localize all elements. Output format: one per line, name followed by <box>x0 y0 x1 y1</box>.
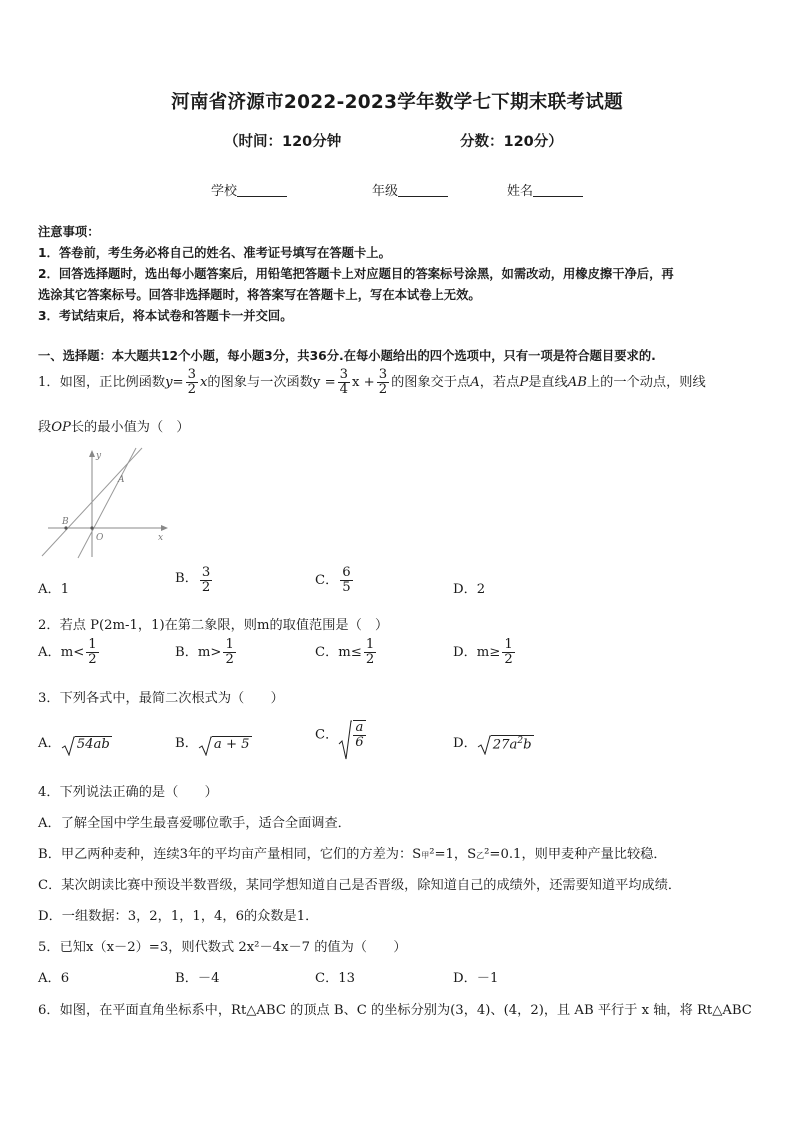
option-label: B．m> <box>175 644 222 660</box>
frac-num: 3 <box>187 367 196 382</box>
q3-option-d[interactable] <box>453 732 534 752</box>
q1-text: 的图象交于点 <box>391 374 471 390</box>
frac-num: 3 <box>378 367 388 382</box>
frac-den: 5 <box>342 579 351 595</box>
radicand-part: 27a <box>492 737 518 753</box>
option-text: ²=0.1，则甲麦种产量比较稳． <box>484 847 667 862</box>
option-frac <box>86 638 98 667</box>
y-axis-arrow <box>89 450 95 457</box>
option-frac <box>364 638 376 667</box>
name-label: 姓名 <box>507 184 534 199</box>
option-frac <box>223 638 235 667</box>
q5-option-c[interactable]: C．13 <box>315 971 356 986</box>
q1-figure <box>40 444 180 560</box>
q4-option-d[interactable]: D．一组数据：3，2，1，1，4，6的众数是1． <box>38 909 319 924</box>
sqrt-symbol <box>338 720 367 750</box>
label-x: x <box>158 533 164 543</box>
radicand: 54ab <box>76 736 110 752</box>
section-heading: 一、选择题：本大题共12个小题，每小题3分，共36分.在每小题给出的四个选项中，只有一项是符合题目要求的. <box>38 349 656 363</box>
q1-frac-3-2b <box>377 368 389 397</box>
radicand: a + 5 <box>213 736 250 752</box>
frac-num: 6 <box>342 565 351 580</box>
frac-den: 2 <box>88 651 97 667</box>
q1-point-a: A <box>470 374 480 390</box>
grade-field[interactable] <box>372 180 448 199</box>
q1-var-y: y <box>165 374 173 390</box>
option-text: B．甲乙两种麦种，连续3年的平均亩产量相同，它们的方差为：S <box>38 847 422 862</box>
grade-blank <box>398 183 448 197</box>
q1-frac-3-2 <box>186 368 198 397</box>
option-label: D． <box>453 736 477 751</box>
sqrt-symbol <box>61 736 112 752</box>
q2-option-c[interactable] <box>315 638 378 667</box>
question-2: 2．若点 P(2m-1，1)在第二象限，则m的取值范围是（ ） <box>38 618 389 633</box>
name-blank <box>533 183 583 197</box>
frac-num: 1 <box>225 637 234 652</box>
question-4: 4．下列说法正确的是（ ） <box>38 785 218 800</box>
q5-option-a[interactable]: A．6 <box>38 971 70 986</box>
label-a: A <box>118 475 125 485</box>
option-label: B． <box>175 736 198 751</box>
label-y: y <box>96 451 102 461</box>
frac-den: 2 <box>504 651 513 667</box>
frac-num: 1 <box>88 637 97 652</box>
exam-score: 分数：120分） <box>460 134 563 150</box>
q1-option-a[interactable]: A．1 <box>38 582 70 597</box>
frac-den: 6 <box>355 734 364 750</box>
q4-option-b[interactable] <box>38 843 667 862</box>
q1-text: 是直线 <box>528 374 568 390</box>
option-label: B． <box>175 570 198 586</box>
radicand-exp: 2 <box>517 735 524 746</box>
option-label: C． <box>315 727 339 743</box>
frac-den: 4 <box>339 381 349 397</box>
q1-eq: = <box>172 374 184 390</box>
option-frac <box>502 638 514 667</box>
q3-option-a[interactable] <box>38 732 112 752</box>
x-axis-arrow <box>161 525 168 531</box>
q1-text: 长的最小值为（ ） <box>70 420 190 435</box>
option-label: C． <box>315 572 339 588</box>
grade-label: 年级 <box>372 184 399 199</box>
q1-text: 的图象与一次函数 <box>207 374 313 390</box>
notice-item: 选涂其它答案标号。回答非选择题时，将答案写在答题卡上，写在本试卷上无效。 <box>38 288 481 302</box>
q4-option-c[interactable]: C．某次朗读比赛中预设半数晋级，某同学想知道自己是否晋级，除知道自己的成绩外，还需要知道平均成绩． <box>38 878 682 893</box>
school-label: 学校 <box>211 184 238 199</box>
sqrt-symbol <box>198 736 252 752</box>
option-frac <box>340 566 352 595</box>
q1-line-ab: AB <box>567 374 587 390</box>
page-title: 河南省济源市2022-2023学年数学七下期末联考试题 <box>171 92 623 113</box>
radicand-frac <box>353 720 365 750</box>
frac-den: 2 <box>378 381 388 397</box>
notice-item: 1．答卷前，考生务必将自己的姓名、准考证号填写在答题卡上。 <box>38 246 391 260</box>
q1-option-c[interactable] <box>315 566 355 595</box>
question-1-line-1 <box>38 368 706 397</box>
q2-option-a[interactable] <box>38 638 101 667</box>
q5-option-d[interactable]: D．－1 <box>453 971 499 986</box>
frac-den: 2 <box>201 579 211 595</box>
question-5: 5．已知x（x－2）=3，则代数式 2x²－4x－7 的值为（ ） <box>38 940 407 955</box>
option-label: D．m≥ <box>453 644 501 660</box>
option-label: A． <box>38 736 61 751</box>
option-label: C．m≤ <box>315 644 362 660</box>
point-o <box>90 526 93 529</box>
q1-y-eq: y = <box>312 374 336 390</box>
option-text: ²=1，S <box>429 847 477 862</box>
q1-text: 1．如图，正比例函数 <box>38 374 166 390</box>
name-field[interactable] <box>507 180 583 199</box>
q1-text: 上的一个动点，则线 <box>586 374 706 390</box>
q1-segment-op: OP <box>51 420 71 435</box>
subscript: 甲 <box>421 851 430 860</box>
q1-option-b[interactable] <box>175 566 214 595</box>
frac-num: 1 <box>365 637 375 652</box>
q3-option-c[interactable] <box>315 720 368 750</box>
sqrt-symbol <box>477 735 534 752</box>
q1-text: ，若点 <box>479 374 520 390</box>
frac-num: 1 <box>504 637 513 652</box>
question-1-line-2 <box>38 416 190 435</box>
school-blank <box>237 183 287 197</box>
q2-option-b[interactable] <box>175 638 238 667</box>
q3-option-b[interactable] <box>175 732 252 752</box>
exam-time: （时间：120分钟 <box>224 134 342 150</box>
question-6: 6．如图，在平面直角坐标系中，Rt△ABC 的顶点 B、C 的坐标分别为(3，4)、(4，2)，且 AB 平行于 x 轴，将 Rt△ABC <box>38 1003 752 1018</box>
q2-option-d[interactable] <box>453 638 517 667</box>
option-frac <box>200 566 212 595</box>
q1-var-x: x <box>199 374 208 390</box>
notice-heading: 注意事项： <box>38 225 100 239</box>
option-label: A．m< <box>38 644 85 660</box>
label-b: B <box>62 517 69 527</box>
radicand-part: b <box>523 737 532 753</box>
label-o: O <box>96 533 104 543</box>
q4-option-a[interactable]: A．了解全国中学生最喜爱哪位歌手，适合全面调查． <box>38 816 351 831</box>
q1-option-d[interactable]: D．2 <box>453 582 486 597</box>
notice-item: 3．考试结束后，将本试卷和答题卡一并交回。 <box>38 309 293 323</box>
notice-item: 2．回答选择题时，选出每小题答案后，用铅笔把答题卡上对应题目的答案标号涂黑，如需改动，用橡皮擦干净后，再 <box>38 267 674 281</box>
q5-option-b[interactable]: B．－4 <box>175 971 220 986</box>
q1-text: 段 <box>38 420 52 435</box>
frac-den: 2 <box>187 381 196 397</box>
question-3: 3．下列各式中，最简二次根式为（ ） <box>38 691 284 706</box>
q1-point-p: P <box>519 374 529 390</box>
school-field[interactable] <box>211 180 287 199</box>
q1-frac-3-4 <box>338 368 350 397</box>
frac-num: 3 <box>339 367 349 382</box>
subscript: 乙 <box>476 851 485 860</box>
frac-num: a <box>353 721 365 736</box>
frac-den: 2 <box>365 651 375 667</box>
q1-x-plus: x + <box>352 374 375 390</box>
notice-block <box>38 222 760 327</box>
radicand <box>491 735 534 752</box>
frac-num: 3 <box>201 565 211 580</box>
frac-den: 2 <box>225 651 234 667</box>
